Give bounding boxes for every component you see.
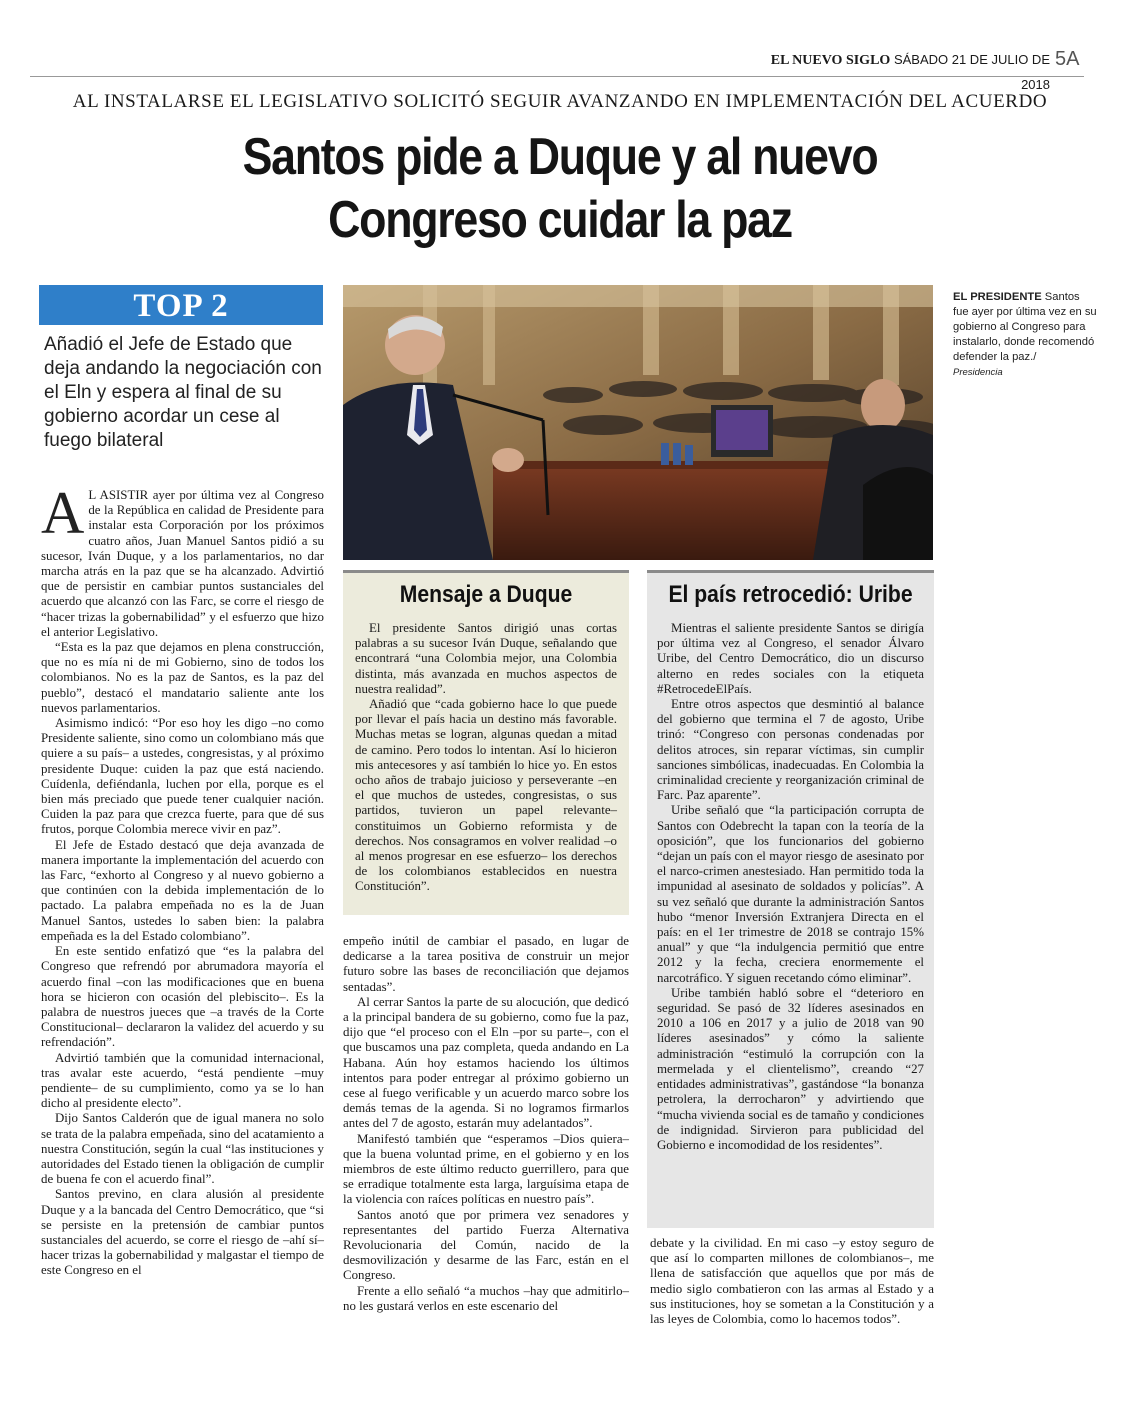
article-paragraph: Manifestó también que “esperamos –Dios quiera– que la buena voluntad prime, en el gobierno y en los miembros de este último reducto guerrillero, para que se erradique totalmente esta larga, larguísima etapa de la violencia con raíces políticas en nuestro país”. xyxy=(343,1131,629,1207)
article-paragraph: Santos previno, en clara alusión al presidente Duque y a la bancada del Centro Democrático, que “si se persiste en la pretensión de cambiar puntos sustanciales del acuerdo, se corre el riesgo de –ahí sí– hacer trizas la gobernabilidad y malgastar el tiempo de este Congreso en el xyxy=(41,1187,324,1278)
sidebar-box-uribe xyxy=(647,570,934,1228)
article-paragraph: Frente a ello señaló “a muchos –hay que admitirlo– no les gustará verlos en este escenario del xyxy=(343,1283,629,1313)
sidebar-paragraph: Añadió que “cada gobierno hace lo que puede por llevar el país hacia un destino más favorable. Muchas metas se logran, algunas quedan a mitad de camino. Pero todos lo intentan. Así lo hicieron mis antecesores y así también lo hice yo. En estos ocho años de trabajo juicioso y perseverante –en el que muchos de ustedes, congresistas, o sus partidos, tuvieron un papel relevante– constituimos un Gobierno reformista y de derechos. Nos consagramos en volver realidad –o al menos progresar en ese esfuerzo– los derechos de los colombianos establecidos en nuestra Constitución”. xyxy=(355,697,617,894)
sidebar-body xyxy=(355,621,617,895)
article-paragraph: “Esta es la paz que dejamos en plena construcción, que no es mía ni de mi Gobierno, sino de todos los colombianos. No es la paz de Santos, es la paz del pueblo”, destacó el mandatario saliente ante los nuevos parlamentarios. xyxy=(41,640,324,715)
article-paragraph: Asimismo indicó: “Por eso hoy les digo –no como Presidente saliente, sino como un colombiano más que quiere a su país– a ustedes, congresistas, y al próximo presidente Duque: cuiden la paz que está naciendo. Cuídenla, defiéndanla, luchen por ella, porque es el bien más preciado que puede tener cualquier nación. Cuiden la paz para que crezca fuerte, para que dé sus frutos, porque Colombia merece vivir en paz”. xyxy=(41,716,324,837)
article-paragraph: Santos anotó que por primera vez senadores y representantes del partido Fuerza Alternativa Revolucionaria del Común, nacido de la desmovilización y desarme de las Farc, están en el Congreso. xyxy=(343,1207,629,1283)
photo-caption xyxy=(953,290,1098,380)
article-paragraph: Al cerrar Santos la parte de su alocución, que dedicó a la principal bandera de su gobierno, como fue la paz, dijo que “el proceso con el Eln –por su parte–, con el que buscamos una paz completa, queda andando en La Habana. Aún hoy estamos haciendo los últimos intentos para poder entregar al próximo gobierno un cese al fuego verificable y un acuerdo marco sobre los demás temas de la agenda. Si no logramos firmarlos antes del 7 de agosto, estarán muy adelantados”. xyxy=(343,994,629,1131)
article-column-3 xyxy=(650,1236,934,1327)
top2-badge: TOP 2 xyxy=(39,285,323,325)
kicker: AL INSTALARSE EL LEGISLATIVO SOLICITÓ SEGUIR AVANZANDO EN IMPLEMENTACIÓN DEL ACUERDO xyxy=(72,91,1048,112)
headline-line-2: Congreso cuidar la paz xyxy=(328,191,792,249)
congress-photo xyxy=(343,285,933,560)
sidebar-body xyxy=(657,621,924,1153)
sidebar-paragraph: Uribe también habló sobre el “deterioro en seguridad. Se pasó de 32 líderes asesinados en 2010 a 106 en 2017 y a julio de 2018 van 90 líderes asesinados” y cómo la saliente administración “estimuló la corrupción con la mermelada y el clientelismo”, creando “27 entidades administrativas”, gastándose “la bonanza petrolera, la derrocharon” y advirtiendo que “mucha vivienda social es de tamaño y condiciones de indignidad. Sirvieron para publicidad del Gobierno e incomodidad de los residentes”. xyxy=(657,985,924,1152)
top2-summary: Añadió el Jefe de Estado que deja andando la negociación con el Eln y espera al final de su gobierno acordar un cese al fuego bilateral xyxy=(44,334,322,451)
caption-lead: EL PRESIDENTE xyxy=(953,291,1042,303)
article-paragraph: empeño inútil de cambiar el pasado, en lugar de dedicarse a la tarea positiva de construir un mejor futuro sobre las bases de reconciliación que dejamos sentadas”. xyxy=(343,934,629,994)
sidebar-paragraph: Mientras el saliente presidente Santos se dirigía por última vez al Congreso, el senador Álvaro Uribe, del Centro Democrático, dio un discurso alterno en redes sociales con la etiqueta #RetrocedeElPaís. xyxy=(657,621,924,696)
article-paragraph: Dijo Santos Calderón que de igual manera no solo se trata de la palabra empeñada, sino del acatamiento a nuestra Constitución, según la cual “las instituciones y autoridades del Estado tienen la obligación de cumplir de buena fe con el acuerdo final”. xyxy=(41,1111,324,1187)
issue-date: SÁBADO 21 DE JULIO DE 2018 xyxy=(893,52,1050,92)
article-paragraph: debate y la civilidad. En mi caso –y estoy seguro de que así lo comparten millones de colombianos–, me llena de satisfacción que aquellos que por más de medio siglo combatieron con las armas al Estado y a sus instituciones, hoy se sometan a la Constitución y a las leyes de Colombia, como lo hacemos todos”. xyxy=(650,1236,934,1327)
article-column-1 xyxy=(41,480,324,1279)
caption-text: Santos fue ayer por última vez en su gobierno al Congreso para instalarlo, donde recomendó defender la paz./ xyxy=(953,291,1097,363)
headline xyxy=(104,126,1016,252)
sidebar-paragraph: El presidente Santos dirigió unas cortas palabras a su sucesor Iván Duque, señalando que encontrará “una Colombia mejor, una Colombia distinta, más avanzada en muchos aspectos de nuestra realidad”. xyxy=(355,621,617,696)
article-paragraph: En este sentido enfatizó que “es la palabra del Congreso que refrendó por abrumadora mayoría el acuerdo final –con las modificaciones que en buena hora se hicieron con ocasión del plebiscito–. Es la palabra de nuestros jueces que –a través de la Corte Constitucional– declararon la validez del acuerdo y su refrendación”. xyxy=(41,944,324,1050)
article-paragraph: A L ASISTIR ayer por última vez al Congreso de la República en calidad de Presidente para instalar esta Corporación por los próximos cuatro años, Juan Manuel Santos pidió a su sucesor, Iván Duque, y a los parlamentarios, no dar marcha atrás en la paz que se ha alcanzado. Advirtió que de persistir en cambiar puntos sustanciales del acuerdo que alcanzó con las Farc, se corre el riesgo de “hacer trizas la gobernabilidad” y el esfuerzo que hizo el anterior Legislativo. xyxy=(41,480,324,639)
sidebar-box-mensaje xyxy=(343,570,629,915)
page-number: 5A xyxy=(1055,48,1080,70)
sidebar-title: Mensaje a Duque xyxy=(399,581,573,608)
photo-credit: Presidencia xyxy=(953,367,1003,378)
header-rule xyxy=(30,76,1084,77)
newspaper-name: EL NUEVO SIGLO xyxy=(770,53,891,68)
drop-cap: A xyxy=(41,480,85,546)
article-paragraph: El Jefe de Estado destacó que deja avanzada de manera importante la implementación del acuerdo con las Farc, “exhorto al Congreso y al nuevo gobierno a que continúen con la debida implementación de lo pactado. La palabra empeñada no es la de Juan Manuel Santos, ustedes lo saben bien: la palabra empeñada es la del Estado colombiano”. xyxy=(41,837,324,943)
article-column-2 xyxy=(343,934,629,1314)
congress-photo-illustration xyxy=(343,285,933,560)
headline-line-1: Santos pide a Duque y al nuevo xyxy=(242,128,878,186)
sidebar-paragraph: Entre otros aspectos que desmintió al balance del gobierno que termina el 7 de agosto, Uribe trinó: “Congreso con personas condenadas por delitos atroces, sin reparar víctimas, sin cumplir sanciones simbólicas, inadecuadas. En Colombia la criminalidad creciente y reorganización criminal de Farc. Paz aparente”. xyxy=(657,697,924,803)
sidebar-paragraph: Uribe señaló que “la participación corrupta de Santos con Odebrecht la tapan con la teoría de la oposición”, que los funcionarios del gobierno “dejan un país con el mayor riesgo de asesinato por el narco-crimen anestesiado. Han permitido toda la impunidad al asesinato de soldados y policías”. A su vez señaló que durante la administración Santos hubo “menor Inversión Extranjera Directa en el país: en el 1er trimestre de 2018 se contrajo 15% anual” y que “la indulgencia permitió que entre 2012 y la fecha, creciera enormemente el narcotráfico. Y siguen recetando cómo eliminar”. xyxy=(657,803,924,985)
sidebar-title: El país retrocedió: Uribe xyxy=(668,581,913,608)
article-paragraph: Advirtió también que la comunidad internacional, tras avalar este acuerdo, “está pendiente –muy pendiente– de su cumplimiento, como ya se lo han dicho al presidente electo”. xyxy=(41,1050,324,1111)
